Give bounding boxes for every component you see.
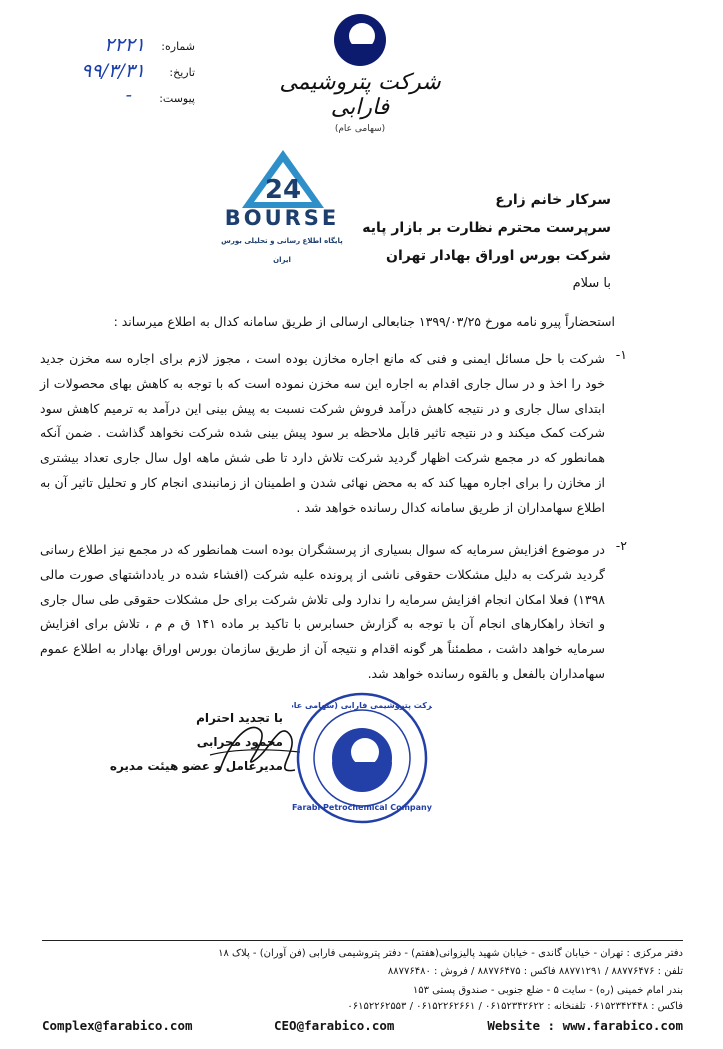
brand-subtitle: (سهامی عام) — [334, 124, 386, 134]
footer-contact-row — [42, 1018, 683, 1036]
recipient-block — [311, 186, 611, 270]
number-value: ۲۲۲۱ — [104, 34, 145, 56]
signer-name: محمود محرابی — [196, 735, 283, 749]
email-ceo-link[interactable]: CEO@farabico.com — [274, 1018, 395, 1033]
attachment-value: - — [125, 84, 133, 106]
date-label: تاریخ: — [169, 66, 195, 79]
recipient-organization: شرکت بورس اوراق بهادار تهران — [386, 248, 611, 264]
company-seal-icon — [292, 688, 432, 828]
svg-text:شرکت پتروشیمی فارابی (سهامی عا: شرکت پتروشیمی فارابی (سهامی عام) — [292, 701, 432, 710]
footer-port-phones: فاکس : ۰۶۱۵۲۳۴۲۴۴۸ تلفنخانه : ۰۶۱۵۲۳۴۲۶۲۲ / ۰۶۱۵۲۲۶۲۶۶۱ / ۰۶۱۵۲۲۶۲۵۵۳ — [347, 1001, 683, 1012]
email-complex-link[interactable]: Complex@farabico.com — [42, 1018, 193, 1033]
letter-number — [40, 34, 195, 58]
letter-date — [40, 60, 195, 84]
recipient-title: سرپرست محترم نظارت بر بازار پایه — [362, 220, 611, 236]
date-value: ۹۹/۳/۳۱ — [81, 60, 145, 82]
item-text: شرکت با حل مسائل ایمنی و فنی که مانع اجاره مخازن بوده است ، مجوز لازم برای اجاره سه مخزن جدید خود را اخذ و در سال جاری اقدام به اجاره این سه مخزن نموده است که با توجه به کاهش بهای محصولات از ابتدای سال جاری و در نتیجه کاهش درآمد فروش شرکت نسبت به پیش بینی این درآمد به ترمیم کاهش سود شرکت کمک میکند و در نتیجه تاثیر قابل ملاحظه بر سود پیش بینی شده شرکت نخواهد گذاشت . ضمن آنکه همانطور که در مجمع شرکت اظهار گردید شرکت تلاش دارد تا طی شش ماهه اول سال جاری تعداد بیشتری از مخازن را برای اجاره مهیا کند که به محض نهائی شدن و اطمینان از زمانبندی انجام کار و تحلیل تاثیر آن به اطلاع سهامداران از طریق سامانه کدال رسانده خواهد شد . — [40, 351, 605, 515]
footer-port-address: بندر امام خمینی (ره) - سایت ۵ - ضلع جنوبی - صندوق پستی ۱۵۳ — [412, 985, 683, 996]
greeting: با سلام — [572, 276, 611, 291]
intro-paragraph: استحضاراً پیرو نامه مورخ ۱۳۹۹/۰۳/۲۵ جنابعالی ارسالی از طریق سامانه کدال به اطلاع میرساند : — [113, 314, 615, 329]
number-label: شماره: — [161, 40, 195, 53]
item-number: ۲- — [615, 538, 627, 553]
recipient-name: سرکار خانم زارع — [495, 192, 611, 208]
list-item — [40, 538, 627, 687]
footer-address: دفتر مرکزی : تهران - خیابان گاندی - خیابان شهید پالیزوانی(هفتم) - دفتر پتروشیمی فارابی (فن آوران) - پلاک ۱۸ — [218, 948, 683, 959]
item-number: ۱- — [615, 347, 627, 362]
svg-text:24: 24 — [264, 175, 302, 205]
bourse-subtitle: پایگاه اطلاع رسانی و تحلیلی بورس ایران — [221, 237, 343, 264]
website-link[interactable]: Website : www.farabico.com — [487, 1018, 683, 1033]
letter-attachment — [40, 84, 195, 110]
closing-line: با تجدید احترام — [196, 711, 283, 725]
item-text: در موضوع افزایش سرمایه که سوال بسیاری از پرسشگران بوده است همانطور که در مجمع نیز اطلاع رسانی گردید شرکت به دلیل مشکلات حقوقی ناشی از پرونده علیه شرکت (افشاء شده در یادداشتهای صورت مالی ۱۳۹۸) فعلا امکان انجام افزایش سرمایه را ندارد ولی تلاش شرکت برای حل مشکلات حقوقی طی سال جاری و اتخاذ راهکارهای انجام آن با توجه به گزارش حسابرس با تاکید بر ماده ۱۴۱ ق م م ، تلاش برای افزایش سرمایه خواهد داشت ، مطمئناً هر گونه اقدام و نتیجه آن از طریق سازمان بورس اوراق بهادار به اطلاع عموم سهامداران بالفعل و بالقوه رسانده خواهد شد. — [40, 542, 605, 681]
list-item — [40, 347, 627, 521]
signer-title: مدیرعامل و عضو هیئت مدیره — [109, 759, 283, 773]
svg-text:Farabi Petrochemical Company: Farabi Petrochemical Company — [292, 803, 432, 812]
bourse-wordmark: BOURSE — [224, 206, 340, 230]
footer-phones: تلفن : ۸۸۷۷۶۴۷۶ / ۸۸۷۷۱۲۹۱ فاکس : ۸۸۷۷۶۴۷۵ / فروش : ۸۸۷۷۶۴۸۰ — [387, 966, 683, 977]
footer-divider — [42, 940, 683, 941]
attachment-label: پیوست: — [159, 92, 195, 105]
farabi-logo-icon — [330, 10, 390, 70]
brand-name: شرکت پتروشیمی فارابی — [279, 70, 441, 120]
